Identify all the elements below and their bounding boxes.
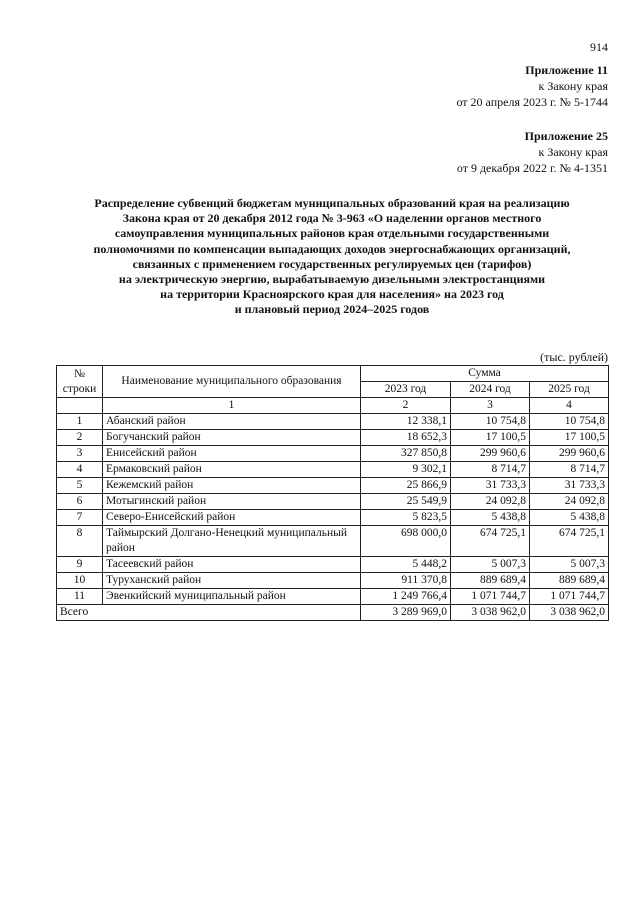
value-2024: 8 714,7 [451,462,530,478]
row-number: 1 [57,414,103,430]
value-2024: 17 100,5 [451,430,530,446]
value-2024: 674 725,1 [451,526,530,557]
document-title [62,196,602,318]
title-line: и плановый период 2024–2025 годов [234,302,430,317]
municipality-name: Абанский район [103,414,361,430]
appendix-original [457,128,608,176]
value-2025: 5 438,8 [530,510,609,526]
table-row [57,557,609,573]
total-2024: 3 038 962,0 [451,605,530,621]
value-2025: 24 092,8 [530,494,609,510]
header-col-number: 3 [451,398,530,414]
appendix-current-title: Приложение 11 [525,63,608,77]
header-col-number: 4 [530,398,609,414]
value-2023: 911 370,8 [361,573,451,589]
total-row [57,605,609,621]
table-row [57,414,609,430]
row-number: 2 [57,430,103,446]
title-line: на электрическую энергию, вырабатываемую дизельными электростанциями [118,272,546,287]
municipality-name: Кежемский район [103,478,361,494]
header-name: Наименование муниципального образования [103,366,361,398]
header-2023: 2023 год [361,382,451,398]
value-2023: 18 652,3 [361,430,451,446]
row-number: 5 [57,478,103,494]
header-col-number: 2 [361,398,451,414]
value-2023: 25 549,9 [361,494,451,510]
value-2024: 889 689,4 [451,573,530,589]
municipality-name: Мотыгинский район [103,494,361,510]
municipality-name: Богучанский район [103,430,361,446]
value-2023: 698 000,0 [361,526,451,557]
appendix-current [456,62,608,110]
row-number: 4 [57,462,103,478]
title-line: самоуправления муниципальных районов края отдельными государственными [114,226,550,241]
title-line: связанных с применением государственных регулируемых цен (тарифов) [132,256,532,271]
header-sum: Сумма [361,366,609,382]
title-line: полномочиями по компенсации выпадающих доходов энергоснабжающих организаций, [93,241,571,256]
value-2025: 889 689,4 [530,573,609,589]
header-col-empty [57,398,103,414]
row-number: 3 [57,446,103,462]
table-row [57,510,609,526]
value-2023: 5 448,2 [361,557,451,573]
value-2025: 10 754,8 [530,414,609,430]
value-2024: 1 071 744,7 [451,589,530,605]
header-col-number: 1 [103,398,361,414]
value-2023: 25 866,9 [361,478,451,494]
row-number: 10 [57,573,103,589]
table-row [57,573,609,589]
municipality-name: Эвенкийский муниципальный район [103,589,361,605]
total-label: Всего [57,605,361,621]
value-2023: 9 302,1 [361,462,451,478]
total-2025: 3 038 962,0 [530,605,609,621]
subvention-table [56,365,609,621]
title-line: на территории Красноярского края для населения» на 2023 год [160,287,504,302]
municipality-name: Енисейский район [103,446,361,462]
appendix-current-law: к Закону края [538,79,608,93]
table-row [57,430,609,446]
row-number: 7 [57,510,103,526]
value-2024: 31 733,3 [451,478,530,494]
value-2025: 1 071 744,7 [530,589,609,605]
value-2024: 5 007,3 [451,557,530,573]
header-2024: 2024 год [451,382,530,398]
row-number: 11 [57,589,103,605]
appendix-original-date: от 9 декабря 2022 г. № 4-1351 [456,161,608,175]
table-row [57,494,609,510]
units-label: (тыс. рублей) [540,350,608,364]
appendix-original-title: Приложение 25 [524,129,608,143]
value-2025: 8 714,7 [530,462,609,478]
table-row [57,589,609,605]
title-line: Закона края от 20 декабря 2012 года № 3-963 «О наделении органов местного [122,211,542,226]
row-number: 8 [57,526,103,557]
value-2023: 5 823,5 [361,510,451,526]
appendix-original-law: к Закону края [538,145,608,159]
total-2023: 3 289 969,0 [361,605,451,621]
value-2025: 5 007,3 [530,557,609,573]
table-row [57,526,609,557]
table-row [57,446,609,462]
header-2025: 2025 год [530,382,609,398]
value-2025: 674 725,1 [530,526,609,557]
value-2025: 31 733,3 [530,478,609,494]
municipality-name: Тасеевский район [103,557,361,573]
value-2024: 5 438,8 [451,510,530,526]
value-2023: 12 338,1 [361,414,451,430]
value-2024: 10 754,8 [451,414,530,430]
value-2025: 299 960,6 [530,446,609,462]
row-number: 6 [57,494,103,510]
table-row [57,462,609,478]
municipality-name: Ермаковский район [103,462,361,478]
value-2023: 1 249 766,4 [361,589,451,605]
page-number: 914 [590,40,608,54]
municipality-name: Таймырский Долгано-Ненецкий муниципальный район [103,526,361,557]
value-2025: 17 100,5 [530,430,609,446]
municipality-name: Туруханский район [103,573,361,589]
value-2024: 24 092,8 [451,494,530,510]
title-line: Распределение субвенций бюджетам муниципальных образований края на реализацию [94,196,570,210]
appendix-current-date: от 20 апреля 2023 г. № 5-1744 [456,95,608,109]
header-row-number: № строки [57,366,103,398]
row-number: 9 [57,557,103,573]
value-2024: 299 960,6 [451,446,530,462]
value-2023: 327 850,8 [361,446,451,462]
table-row [57,478,609,494]
municipality-name: Северо-Енисейский район [103,510,361,526]
